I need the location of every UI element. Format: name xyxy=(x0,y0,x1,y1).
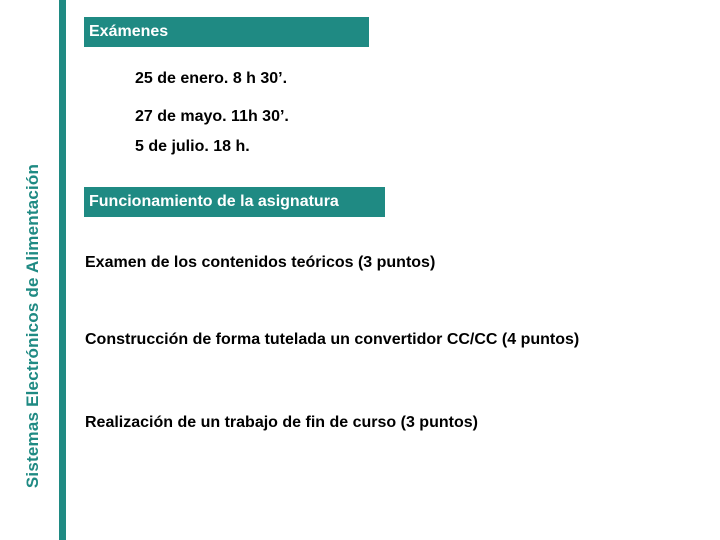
vertical-accent-bar xyxy=(59,0,66,540)
exam-date-2: 27 de mayo. 11h 30’. xyxy=(135,108,289,125)
grading-item-2: Construcción de forma tutelada un convertidor CC/CC (4 puntos) xyxy=(85,331,580,348)
exam-date-3: 5 de julio. 18 h. xyxy=(135,138,250,155)
grading-item-1: Examen de los contenidos teóricos (3 puntos) xyxy=(85,254,436,271)
funcionamiento-heading: Funcionamiento de la asignatura xyxy=(84,187,385,217)
exam-date-1: 25 de enero. 8 h 30’. xyxy=(135,70,288,87)
examenes-heading: Exámenes xyxy=(84,17,369,47)
vertical-course-title: Sistemas Electrónicos de Alimentación xyxy=(23,163,42,489)
grading-item-3: Realización de un trabajo de fin de curso (3 puntos) xyxy=(85,414,478,431)
